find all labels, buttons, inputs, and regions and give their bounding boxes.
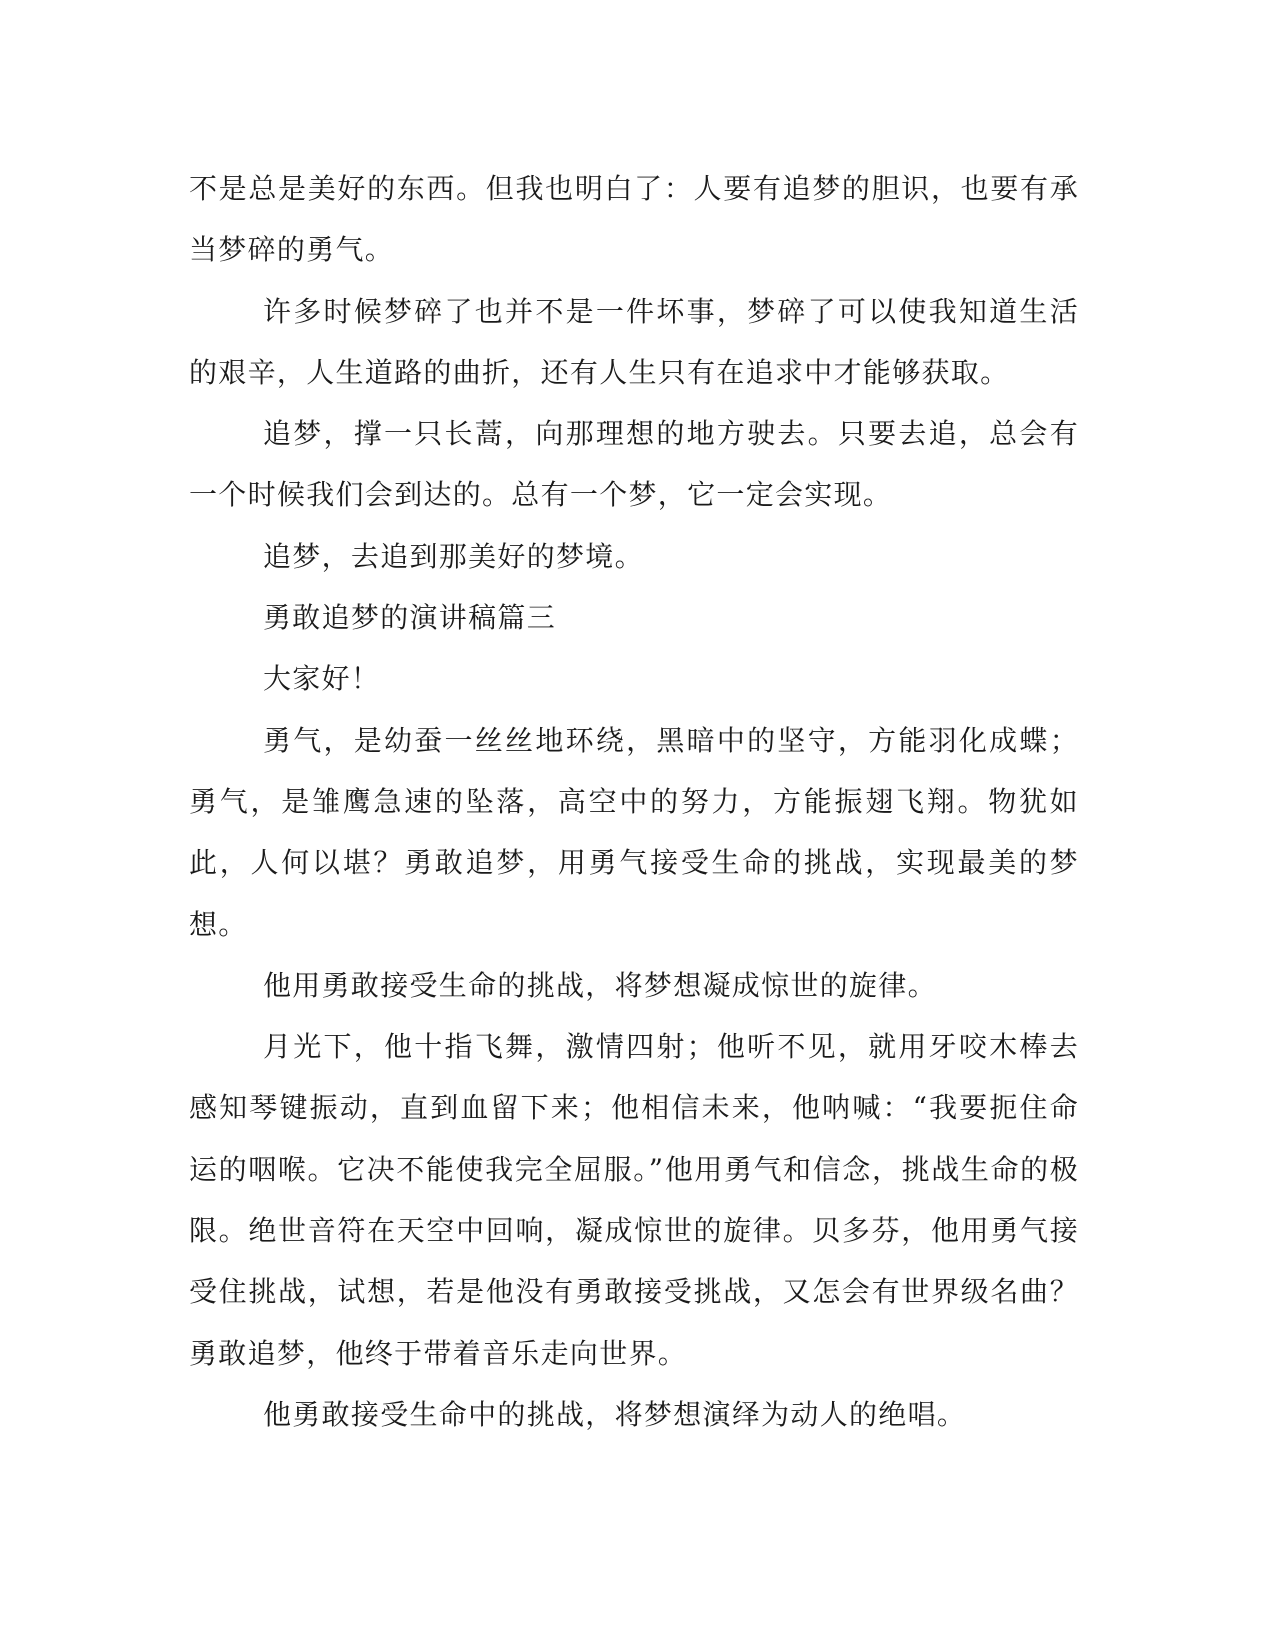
section-heading: 勇敢追梦的演讲稿篇三 (263, 601, 557, 635)
paragraph-1: 不是总是美好的东西。但我也明白了：人要有追梦的胆识，也要有承当梦碎的勇气。 (189, 172, 1079, 267)
paragraph-7: 勇气，是幼蚕一丝丝地环绕，黑暗中的坚守，方能羽化成蝶；勇气，是雏鹰急速的坠落，高空中的努力，方能振翅飞翔。物犹如此，人何以堪？勇敢追梦，用勇气接受生命的挑战，实现最美的梦想。 (189, 723, 1079, 941)
paragraph-9: 月光下，他十指飞舞，激情四射；他听不见，就用牙咬木棒去感知琴键振动，直到血留下来；他相信未来，他呐喊：“我要扼住命运的咽喉。它决不能使我完全屈服。”他用勇气和信念，挑战生命的极限。绝世音符在天空中回响，凝成惊世的旋律。贝多芬，他用勇气接受住挑战，试想，若是他没有勇敢接受挑战，又怎会有世界级名曲？勇敢追梦，他终于带着音乐走向世界。 (189, 1030, 1079, 1370)
paragraph-2: 许多时候梦碎了也并不是一件坏事，梦碎了可以使我知道生活的艰辛，人生道路的曲折，还有人生只有在追求中才能够获取。 (189, 294, 1079, 389)
paragraph-3: 追梦，撑一只长蒿，向那理想的地方驶去。只要去追，总会有一个时候我们会到达的。总有一个梦，它一定会实现。 (189, 417, 1079, 512)
greeting: 大家好！ (263, 662, 381, 696)
paragraph-4: 追梦，去追到那美好的梦境。 (263, 539, 644, 573)
document-body (189, 158, 1079, 1445)
paragraph-10: 他勇敢接受生命中的挑战，将梦想演绎为动人的绝唱。 (263, 1397, 967, 1431)
paragraph-8: 他用勇敢接受生命的挑战，将梦想凝成惊世的旋律。 (263, 968, 937, 1002)
